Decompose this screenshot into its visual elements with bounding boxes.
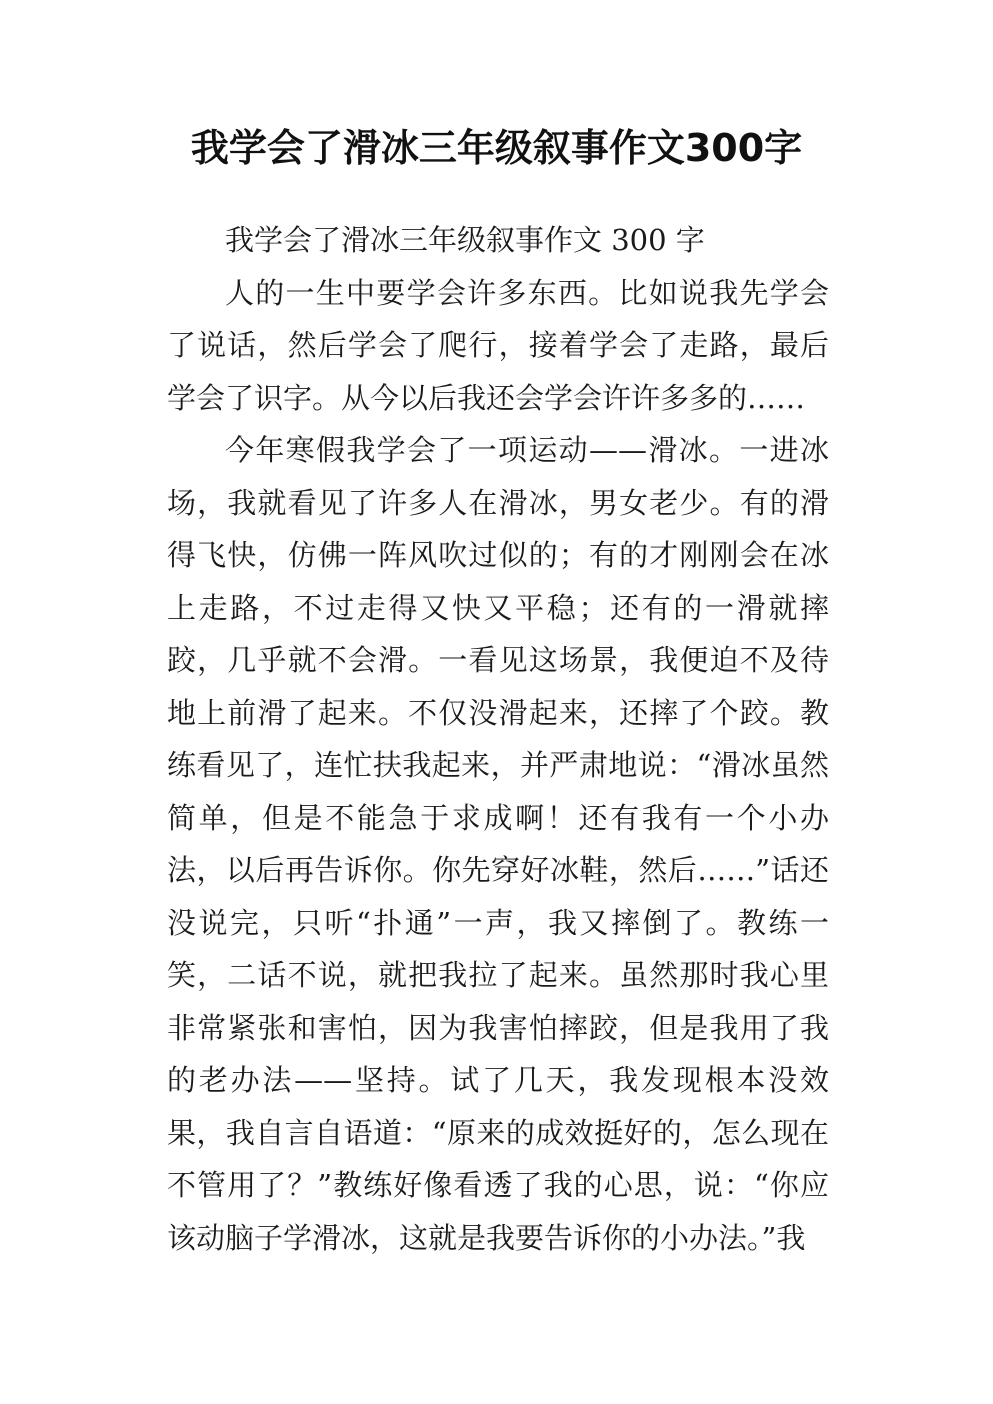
document-body [167,214,829,1264]
paragraph-subtitle: 我学会了滑冰三年级叙事作文 300 字 [225,223,705,257]
paragraph-skating: 今年寒假我学会了一项运动——滑冰。一进冰场，我就看见了许多人在滑冰，男女老少。有的滑得飞快，仿佛一阵风吹过似的；有的才刚刚会在冰上走路，不过走得又快又平稳；还有的一滑就摔跤，几乎就不会滑。一看见这场景，我便迫不及待地上前滑了起来。不仅没滑起来，还摔了个跤。教练看见了，连忙扶我起来，并严肃地说：“滑冰虽然简单，但是不能急于求成啊！还有我有一个小办法，以后再告诉你。你先穿好冰鞋，然后……”话还没说完，只听“扑通”一声，我又摔倒了。教练一笑，二话不说，就把我拉了起来。虽然那时我心里非常紧张和害怕，因为我害怕摔跤，但是我用了我的老办法——坚持。试了几天，我发现根本没效果，我自言自语道：“原来的成效挺好的，怎么现在不管用了？”教练好像看透了我的心思，说：“你应该动脑子学滑冰，这就是我要告诉你的小办法。”我 [167,433,829,1255]
document-title: 我学会了滑冰三年级叙事作文300字 [190,126,803,170]
paragraph-intro: 人的一生中要学会许多东西。比如说我先学会了说话，然后学会了爬行，接着学会了走路，最后学会了识字。从今以后我还会学会许许多多的…… [167,275,829,415]
